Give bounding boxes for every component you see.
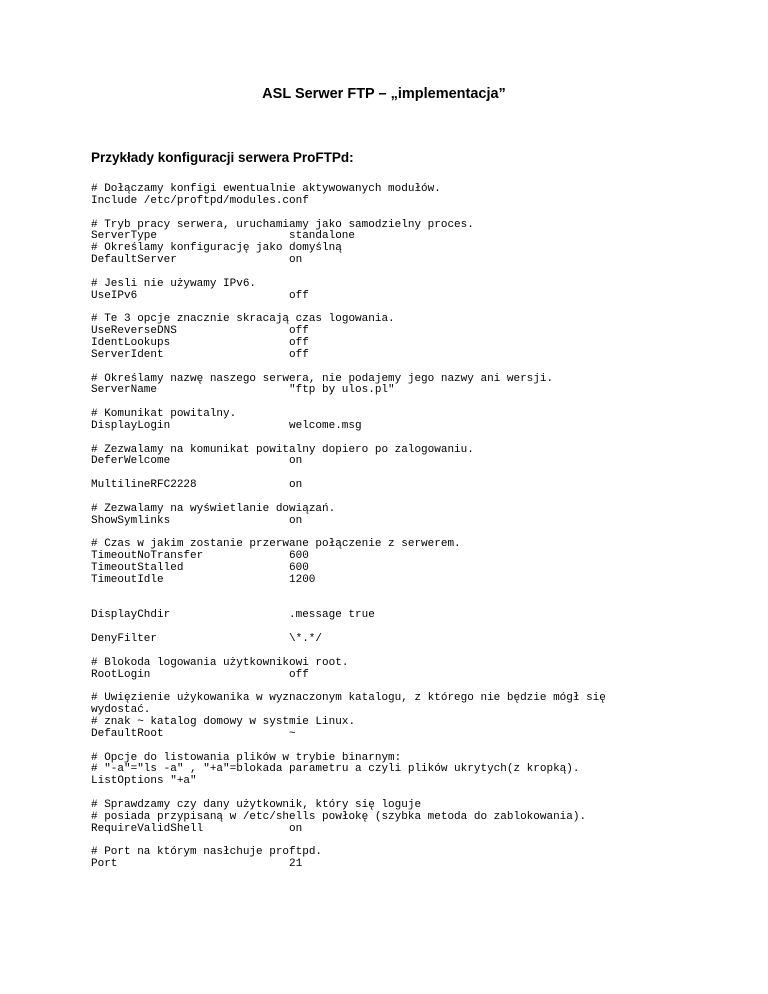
directive-serverident [91, 350, 711, 362]
directive-key: DisplayLogin [91, 419, 171, 432]
directive-key: UseIPv6 [91, 289, 138, 302]
directive-key: ServerType [91, 230, 158, 243]
config-comment: # Opcje do listowania plików w trybie binarnym: [91, 751, 402, 764]
config-comment: # Określamy nazwę naszego serwera, nie podajemy jego nazwy ani wersji. [91, 372, 554, 385]
config-line-listoptions: ListOptions "+a" [91, 775, 197, 788]
spacer [91, 433, 711, 445]
directive-key: DeferWelcome [91, 455, 171, 468]
directive-defaultroot [91, 729, 711, 741]
directive-displaylogin [91, 421, 711, 433]
config-comment: # posiada przypisaną w /etc/shells powłokę (szybka metoda do zablokowania). [91, 810, 587, 823]
directive-timeoutidle [91, 575, 711, 587]
directive-deferwelcome [91, 456, 711, 468]
directive-value: off [289, 668, 309, 681]
directive-showsymlinks [91, 516, 711, 528]
config-comment: # Czas w jakim zostanie przerwane połączenie z serwerem. [91, 538, 461, 551]
config-comment: # Określamy konfigurację jako domyślną [91, 242, 342, 255]
directive-value: on [289, 455, 303, 468]
config-comment: # Uwięzienie użykowanika w wyznaczonym katalogu, z którego nie będzie mógł się [91, 692, 606, 705]
config-comment: # Tryb pracy serwera, uruchamiamy jako samodzielny proces. [91, 218, 474, 231]
config-comment: # Jesli nie używamy IPv6. [91, 277, 257, 290]
directive-key: DisplayChdir [91, 609, 171, 622]
directive-value: on [289, 479, 303, 492]
config-line-include: Include /etc/proftpd/modules.conf [91, 194, 309, 207]
config-comment: # Zezwalamy na komunikat powitalny dopiero po zalogowaniu. [91, 443, 474, 456]
directive-key: DefaultRoot [91, 727, 164, 740]
directive-port [91, 859, 711, 871]
directive-value: 600 [289, 562, 309, 574]
config-comment: # Komunikat powitalny. [91, 408, 237, 421]
directive-timeoutnotransfer [91, 551, 711, 563]
directive-key: RequireValidShell [91, 822, 204, 835]
directive-requirevalidshell [91, 824, 711, 836]
directive-key: RootLogin [91, 668, 151, 681]
directive-key: ServerName [91, 384, 158, 397]
config-comment: # Dołączamy konfigi ewentualnie aktywowanych modułów. [91, 183, 441, 195]
directive-displaychdir [91, 610, 711, 622]
directive-value: on [289, 254, 303, 267]
directive-value: welcome.msg [289, 419, 362, 432]
directive-value: off [289, 348, 309, 361]
spacer [91, 741, 711, 753]
directive-key: ShowSymlinks [91, 514, 171, 527]
spacer [91, 492, 711, 504]
directive-key: TimeoutNoTransfer [91, 550, 204, 563]
spacer [91, 646, 711, 658]
directive-value: off [289, 325, 309, 338]
directive-value: ~ [289, 727, 296, 740]
config-comment: # "-a"="ls -a" , "+a"=blokada parametru a czyli plików ukrytych(z kropką). [91, 763, 580, 776]
directive-key: DefaultServer [91, 254, 177, 267]
directive-value: 1200 [289, 573, 316, 586]
directive-servername [91, 385, 711, 397]
directive-key: TimeoutStalled [91, 562, 184, 574]
directive-value: \*.*/ [289, 633, 323, 646]
directive-value: off [289, 289, 309, 302]
spacer [91, 622, 711, 634]
spacer [91, 208, 711, 220]
directive-defaultserver [91, 255, 711, 267]
directive-key: UseReverseDNS [91, 325, 177, 338]
directive-value: "ftp by ulos.pl" [289, 384, 395, 397]
directive-usereversedns [91, 326, 711, 338]
config-comment: # Sprawdzamy czy dany użytkownik, który się loguje [91, 798, 422, 811]
directive-useipv6 [91, 291, 711, 303]
directive-value: off [289, 336, 309, 349]
directive-value: on [289, 514, 303, 527]
config-comment: # Te 3 opcje znacznie skracają czas logowania. [91, 313, 395, 326]
directive-key: MultilineRFC2228 [91, 479, 197, 492]
directive-multilinerfc2228 [91, 480, 711, 492]
config-comment: # Port na którym nasłchuje proftpd. [91, 846, 323, 859]
directive-value: on [289, 822, 303, 835]
directive-identlookups [91, 338, 711, 350]
directive-key: ServerIdent [91, 348, 164, 361]
directive-key: IdentLookups [91, 336, 171, 349]
directive-value: .message true [289, 609, 375, 622]
directive-key: TimeoutIdle [91, 573, 164, 586]
spacer [91, 267, 711, 279]
config-comment: # Blokoda logowania użytkownikowi root. [91, 656, 349, 669]
directive-value: 21 [289, 858, 303, 871]
config-comment: # znak ~ katalog domowy w systmie Linux. [91, 715, 356, 728]
spacer [91, 587, 711, 611]
directive-denyfilter [91, 634, 711, 646]
directive-rootlogin [91, 670, 711, 682]
directive-value: 600 [289, 550, 309, 563]
directive-value: standalone [289, 230, 356, 243]
section-heading: Przykłady konfiguracji serwera ProFTPd: [91, 150, 354, 165]
config-comment: wydostać. [91, 704, 151, 717]
config-listing [91, 184, 711, 871]
directive-key: Port [91, 858, 118, 871]
document-title: ASL Serwer FTP – „implementacja” [262, 86, 506, 102]
directive-key: DenyFilter [91, 633, 158, 646]
spacer [91, 362, 711, 374]
directive-timeoutstalled [91, 563, 711, 575]
config-comment: # Zezwalamy na wyświetlanie dowiązań. [91, 502, 336, 515]
